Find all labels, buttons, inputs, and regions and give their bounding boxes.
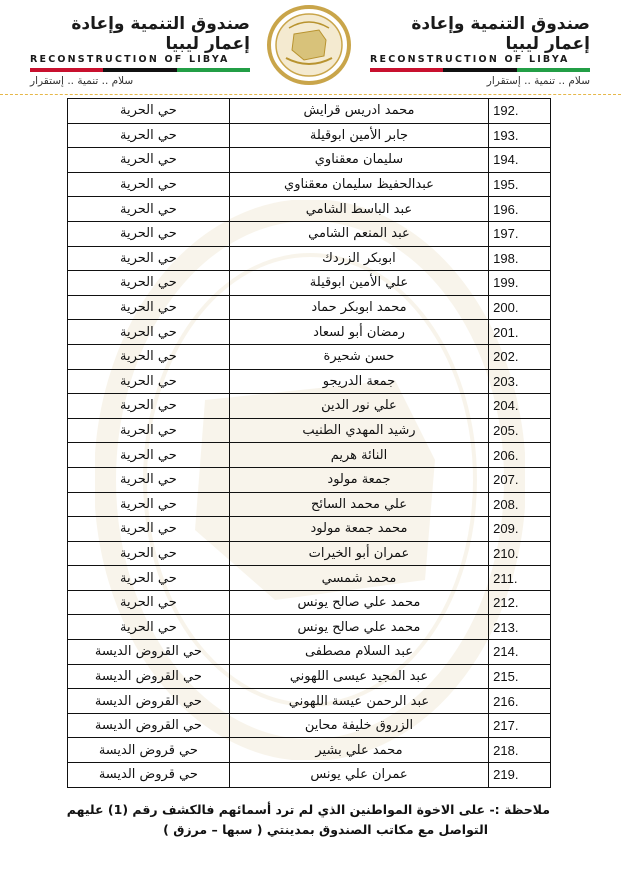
row-area: حي الحرية <box>68 443 230 468</box>
table-row <box>68 246 551 271</box>
table-row <box>68 517 551 542</box>
table-row <box>68 394 551 419</box>
row-area: حي الحرية <box>68 320 230 345</box>
row-name: عمران علي يونس <box>229 763 488 788</box>
table-row <box>68 295 551 320</box>
row-number: 205. <box>489 418 551 443</box>
row-name: عبد الرحمن عيسة اللهوني <box>229 689 488 714</box>
brand-block-right <box>370 14 590 88</box>
table-row <box>68 467 551 492</box>
row-number: 199. <box>489 271 551 296</box>
row-area: حي الحرية <box>68 394 230 419</box>
row-number: 196. <box>489 197 551 222</box>
table-row <box>68 664 551 689</box>
row-number: 201. <box>489 320 551 345</box>
brand-slogan: سلام .. تنمية .. إستقرار <box>486 75 590 87</box>
brand-block-left <box>30 14 250 88</box>
row-number: 215. <box>489 664 551 689</box>
row-name: محمد علي صالح يونس <box>229 590 488 615</box>
flag-black-stripe <box>443 68 516 72</box>
row-name: علي الأمين ابوقيلة <box>229 271 488 296</box>
row-number: 208. <box>489 492 551 517</box>
row-area: حي الحرية <box>68 492 230 517</box>
row-name: محمد ادريس قرايش <box>229 99 488 124</box>
flag-red-stripe <box>30 68 103 72</box>
row-number: 209. <box>489 517 551 542</box>
flag-color-bar <box>30 68 250 72</box>
row-name: النائة هريم <box>229 443 488 468</box>
row-name: محمد شمسي <box>229 566 488 591</box>
table-body <box>68 99 551 788</box>
table-row <box>68 221 551 246</box>
row-name: الزروق خليفة محاين <box>229 713 488 738</box>
table-row <box>68 344 551 369</box>
table-row <box>68 172 551 197</box>
table-row <box>68 763 551 788</box>
row-area: حي الحرية <box>68 246 230 271</box>
row-area: حي القروض الديسة <box>68 664 230 689</box>
table-row <box>68 99 551 124</box>
row-name: محمد علي بشير <box>229 738 488 763</box>
table-row <box>68 713 551 738</box>
table-row <box>68 640 551 665</box>
row-area: حي الحرية <box>68 615 230 640</box>
row-area: حي الحرية <box>68 590 230 615</box>
row-name: رشيد المهدي الطنيب <box>229 418 488 443</box>
row-number: 210. <box>489 541 551 566</box>
row-name: جابر الأمين ابوقيلة <box>229 123 488 148</box>
row-name: علي نور الدين <box>229 394 488 419</box>
row-area: حي الحرية <box>68 541 230 566</box>
footer-note <box>60 800 550 840</box>
row-area: حي الحرية <box>68 172 230 197</box>
table-row <box>68 418 551 443</box>
brand-slogan: سلام .. تنمية .. إستقرار <box>30 75 134 87</box>
table-row <box>68 492 551 517</box>
flag-color-bar <box>370 68 590 72</box>
row-name: رمضان أبو لسعاد <box>229 320 488 345</box>
row-number: 197. <box>489 221 551 246</box>
row-area: حي الحرية <box>68 418 230 443</box>
row-name: عبدالحفيظ سليمان معقناوي <box>229 172 488 197</box>
row-area: حي الحرية <box>68 369 230 394</box>
header-separator <box>0 94 621 95</box>
row-name: سليمان معقناوي <box>229 148 488 173</box>
table-row <box>68 615 551 640</box>
row-number: 203. <box>489 369 551 394</box>
row-area: حي الحرية <box>68 197 230 222</box>
table-row <box>68 590 551 615</box>
brand-arabic-title: صندوق التنمية وإعادة إعمار ليبيا <box>71 14 250 54</box>
row-area: حي الحرية <box>68 566 230 591</box>
page-header <box>0 0 621 92</box>
table-row <box>68 566 551 591</box>
row-number: 195. <box>489 172 551 197</box>
row-number: 219. <box>489 763 551 788</box>
row-area: حي الحرية <box>68 467 230 492</box>
table-row <box>68 689 551 714</box>
table-row <box>68 148 551 173</box>
row-name: عمران أبو الخيرات <box>229 541 488 566</box>
flag-red-stripe <box>370 68 443 72</box>
table-row <box>68 738 551 763</box>
table-row <box>68 123 551 148</box>
row-number: 202. <box>489 344 551 369</box>
row-name: عبد الباسط الشامي <box>229 197 488 222</box>
note-line-1: ملاحظة :- على الاخوة المواطنين الذي لم ترد أسمائهم فالكشف رقم (1) عليهم <box>66 802 550 817</box>
row-number: 213. <box>489 615 551 640</box>
row-number: 204. <box>489 394 551 419</box>
row-number: 206. <box>489 443 551 468</box>
fund-seal-logo <box>264 4 354 86</box>
table-row <box>68 271 551 296</box>
row-area: حي الحرية <box>68 517 230 542</box>
row-number: 194. <box>489 148 551 173</box>
row-area: حي القروض الديسة <box>68 689 230 714</box>
row-area: حي الحرية <box>68 295 230 320</box>
beneficiaries-table <box>67 98 551 788</box>
row-area: حي قروض الديسة <box>68 738 230 763</box>
row-area: حي قروض الديسة <box>68 763 230 788</box>
note-line-2: التواصل مع مكاتب الصندوق بمدينتي ( سبها – مرزق ) <box>163 822 488 837</box>
table-row <box>68 320 551 345</box>
row-name: عبد المجيد عيسى اللهوني <box>229 664 488 689</box>
table-row <box>68 369 551 394</box>
brand-english-title: RECONSTRUCTION OF LIBYA <box>30 54 230 65</box>
row-area: حي القروض الديسة <box>68 713 230 738</box>
row-number: 214. <box>489 640 551 665</box>
row-name: حسن شحيرة <box>229 344 488 369</box>
row-name: محمد جمعة مولود <box>229 517 488 542</box>
row-name: محمد علي صالح يونس <box>229 615 488 640</box>
row-number: 217. <box>489 713 551 738</box>
brand-english-title: RECONSTRUCTION OF LIBYA <box>370 54 570 65</box>
row-number: 198. <box>489 246 551 271</box>
table-row <box>68 197 551 222</box>
flag-black-stripe <box>103 68 176 72</box>
row-number: 192. <box>489 99 551 124</box>
row-area: حي الحرية <box>68 344 230 369</box>
row-number: 218. <box>489 738 551 763</box>
row-name: جمعة الدريجو <box>229 369 488 394</box>
row-area: حي الحرية <box>68 271 230 296</box>
row-number: 212. <box>489 590 551 615</box>
row-name: عبد السلام مصطفى <box>229 640 488 665</box>
row-name: علي محمد السائح <box>229 492 488 517</box>
row-area: حي القروض الديسة <box>68 640 230 665</box>
row-area: حي الحرية <box>68 221 230 246</box>
row-number: 193. <box>489 123 551 148</box>
row-area: حي الحرية <box>68 148 230 173</box>
flag-green-stripe <box>517 68 590 72</box>
row-area: حي الحرية <box>68 99 230 124</box>
brand-arabic-title: صندوق التنمية وإعادة إعمار ليبيا <box>411 14 590 54</box>
table-row <box>68 443 551 468</box>
row-number: 200. <box>489 295 551 320</box>
flag-green-stripe <box>177 68 250 72</box>
row-name: ابوبكر الزردك <box>229 246 488 271</box>
row-number: 216. <box>489 689 551 714</box>
row-area: حي الحرية <box>68 123 230 148</box>
row-number: 207. <box>489 467 551 492</box>
row-name: محمد ابوبكر حماد <box>229 295 488 320</box>
row-name: جمعة مولود <box>229 467 488 492</box>
row-number: 211. <box>489 566 551 591</box>
row-name: عبد المنعم الشامي <box>229 221 488 246</box>
table-row <box>68 541 551 566</box>
